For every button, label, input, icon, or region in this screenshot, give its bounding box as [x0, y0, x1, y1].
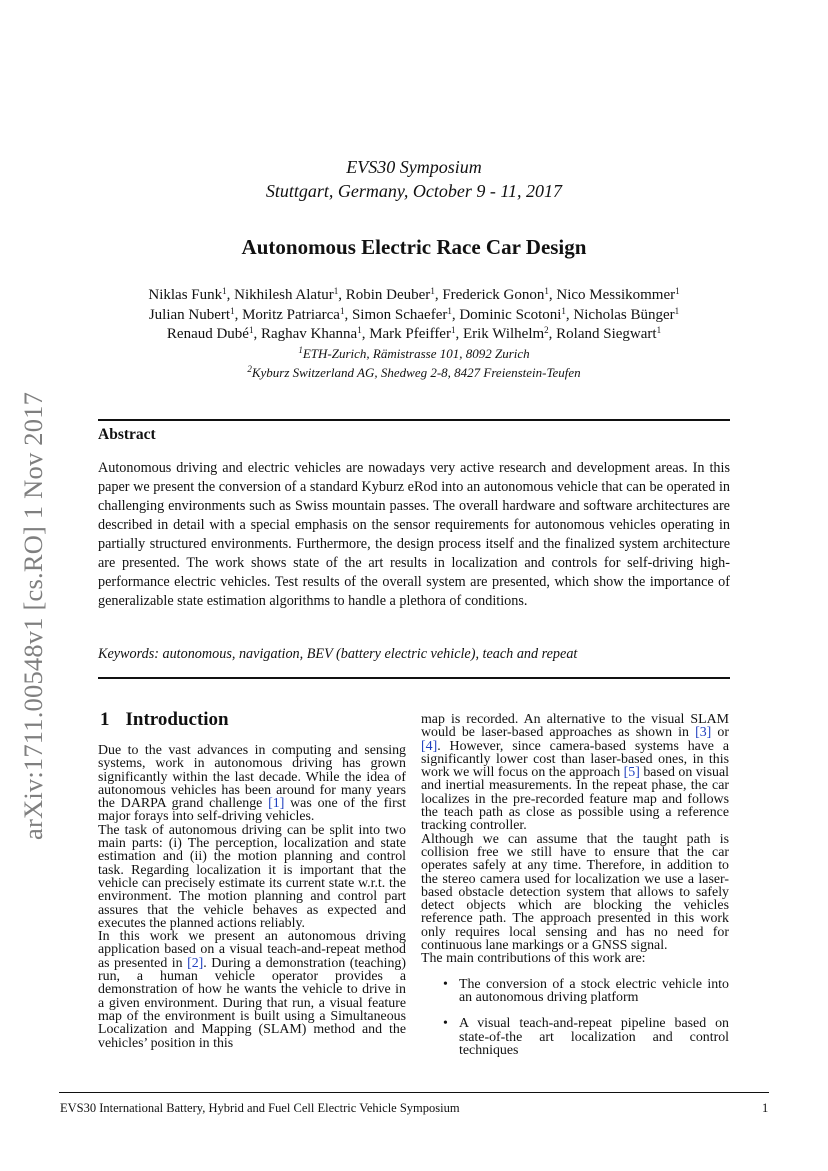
author-affiliation-mark: 1 [339, 305, 345, 316]
intro-paragraph-6: The main contributions of this work are: [421, 951, 646, 967]
intro-paragraph-3: In this work we present an autonomous driving application based on a visual teach-and-repeat method as presented in [2]. During a demonstration (teaching) run, a human vehicle operator provides a demonstration of how he wants the vehicle to drive in a given environment. During that run, a visual feature map of the environment is built using a Simultaneous Localization and Mapping (SLAM) method and the vehicles’ position in this [98, 929, 406, 1051]
footer-rule [59, 1092, 769, 1093]
author-name: Raghav Khanna [260, 326, 358, 342]
author-affiliation-mark: 1 [675, 286, 680, 296]
author-affiliation-mark: 1 [357, 325, 362, 335]
intro-paragraph-4: map is recorded. An alternative to the visual SLAM would be laser-based approaches as shown in [3] or [4]. However, since camera-based systems have a significantly lower cost than laser-based ones, in this work we will focus on the approach [5] based on visual and inertial measurements. In the repeat phase, the car localizes in the pre-recorded feature map and follows the teach path as close as possible using a reference tracking controller. [421, 712, 730, 834]
author-name: Dominic Scotoni [459, 306, 562, 323]
arxiv-stamp: arXiv:1711.00548v1 [cs.RO] 1 Nov 2017 [18, 391, 48, 840]
author-affiliation-mark: 1 [544, 286, 549, 296]
abstract-top-rule [98, 419, 730, 421]
right-column [421, 713, 729, 1070]
author-affiliation-mark: 1 [230, 305, 235, 316]
author-name: Roland Siegwart [556, 326, 657, 342]
author-affiliation-mark: 1 [674, 305, 680, 316]
intro-paragraph-2: The task of autonomous driving can be split into two main parts: (i) The perception, localization and state estimation and (ii) the motion planning and control task. Regarding localization it is important that the vehicle can precisely estimate its current state w.r.t. the environment. The motion planning and control part assures that the vehicle behaves as expected and executes the planned actions reliably. [98, 822, 406, 931]
author-name: Erik Wilhelm [462, 326, 545, 342]
author-name: Julian Nubert [148, 306, 231, 323]
contribution-text: A visual teach-and-repeat pipeline based on state-of-the art localization and control techniques [459, 1016, 729, 1058]
author-affiliation-mark: 1 [447, 305, 452, 316]
abstract-bottom-rule [98, 677, 730, 679]
keywords: Keywords: autonomous, navigation, BEV (battery electric vehicle), teach and repeat [98, 646, 578, 662]
author-name: Nicholas Bünger [573, 306, 675, 323]
citation-link[interactable]: [3] [695, 725, 712, 741]
citation-link[interactable]: [1] [268, 796, 285, 812]
author-affiliation-mark: 1 [430, 286, 435, 296]
author-line-3: Renaud Dubé$^1$, Raghav Khanna$^1$, Mark Pfeiffer$^1$, Erik Wilhelm$^2$, Roland Siegwart$^1$ [166, 325, 662, 342]
author-affiliation-mark: 1 [656, 325, 662, 335]
contribution-item [443, 1017, 729, 1057]
contributions-list [421, 978, 729, 1057]
author-name: Nico Messikommer [556, 287, 676, 303]
author-name: Robin Deuber [345, 287, 431, 303]
affiliation-2-text: Kyburz Switzerland AG, Shedweg 2-8, 8427 Freienstein-Teufen [251, 365, 581, 380]
section-title: Introduction [125, 709, 229, 730]
author-name: Simon Schaefer [351, 306, 448, 323]
author-name: Moritz Patriarca [242, 306, 340, 323]
citation-link[interactable]: [2] [187, 955, 204, 971]
page-number: 1 [762, 1101, 769, 1115]
intro-paragraph-5: Although we can assume that the taught path is collision free we still have to ensure that the car operates safely at any time. Therefore, in addition to the stereo camera used for localization we use a laser-based obstacle detection system that allows to safely detect objects which are blocking the vehicles reference path. The approach presented in this work only requires local sensing and has no need for continuous lane markings or a GNSS signal. [421, 831, 729, 954]
author-name: Niklas Funk [148, 287, 223, 303]
abstract-heading: Abstract [98, 426, 156, 443]
author-name: Renaud Dubé [166, 326, 249, 342]
author-affiliation-mark: 1 [450, 325, 456, 335]
abstract-text: Autonomous driving and electric vehicles are nowadays very active research and development areas. In this paper we present the conversion of a standard Kyburz eRod into an autonomous vehicle that can be operated in challenging environments such as Swiss mountain passes. The overall hardware and software architectures are described in detail with a special emphasis on the sensor requirements for autonomous vehicles operating in partially structured environments. Furthermore, the design process itself and the finalized system architecture are presented. The work shows state of the art results in localization and controls for self-driving high-performance electric vehicles. Test results of the overall system are presented, which show the importance of generalizable state estimation algorithms to handle a plethora of conditions. [98, 460, 730, 609]
contribution-text: The conversion of a stock electric vehicle into an autonomous driving platform [459, 976, 729, 1005]
author-affiliation-mark: 2 [544, 325, 549, 335]
intro-paragraph-1: Due to the vast advances in computing and sensing systems, work in autonomous driving has grown significantly within the last decade. While the idea of autonomous vehicles has been around for many years the DARPA grand challenge [1] was one of the first major forays into self-driving vehicles. [98, 743, 406, 825]
author-line-2: Julian Nubert$^1$, Moritz Patriarca$^1$, Simon Schaefer$^1$, Dominic Scotoni$^1$, Nicholas Bünger$^1$ [148, 305, 680, 323]
author-name: Mark Pfeiffer [369, 326, 451, 342]
left-column [98, 744, 406, 1050]
author-affiliation-mark: 1 [561, 305, 566, 316]
conference-name: EVS30 Symposium [346, 157, 482, 177]
author-affiliation-mark: 1 [333, 286, 339, 296]
author-affiliation-mark: 1 [222, 286, 227, 296]
paper-title: Autonomous Electric Race Car Design [241, 235, 587, 259]
citation-link[interactable]: [5] [623, 765, 640, 781]
author-name: Frederick Gonon [442, 287, 545, 303]
affiliation-1-mark: 1 [298, 345, 303, 355]
contribution-item [443, 978, 729, 1005]
affiliation-1-text: ETH-Zurich, Rämistrasse 101, 8092 Zurich [302, 346, 530, 361]
affiliation-2-mark: 2 [247, 364, 252, 374]
author-name: Nikhilesh Alatur [234, 287, 334, 303]
affiliation-2 [0, 360, 828, 382]
conference-location-date: Stuttgart, Germany, October 9 - 11, 2017 [265, 181, 563, 201]
section-number: 1 [100, 709, 110, 730]
citation-link[interactable]: [4] [421, 738, 438, 754]
author-affiliation-mark: 1 [248, 325, 254, 335]
author-line-1: Niklas Funk$^1$, Nikhilesh Alatur$^1$, Robin Deuber$^1$, Frederick Gonon$^1$, Nico Messikommer$^1$ [148, 286, 680, 303]
bullet-icon: • [443, 1016, 448, 1032]
bullet-icon: • [443, 976, 448, 992]
section-heading [100, 709, 229, 731]
footer-text: EVS30 International Battery, Hybrid and Fuel Cell Electric Vehicle Symposium [60, 1101, 460, 1115]
